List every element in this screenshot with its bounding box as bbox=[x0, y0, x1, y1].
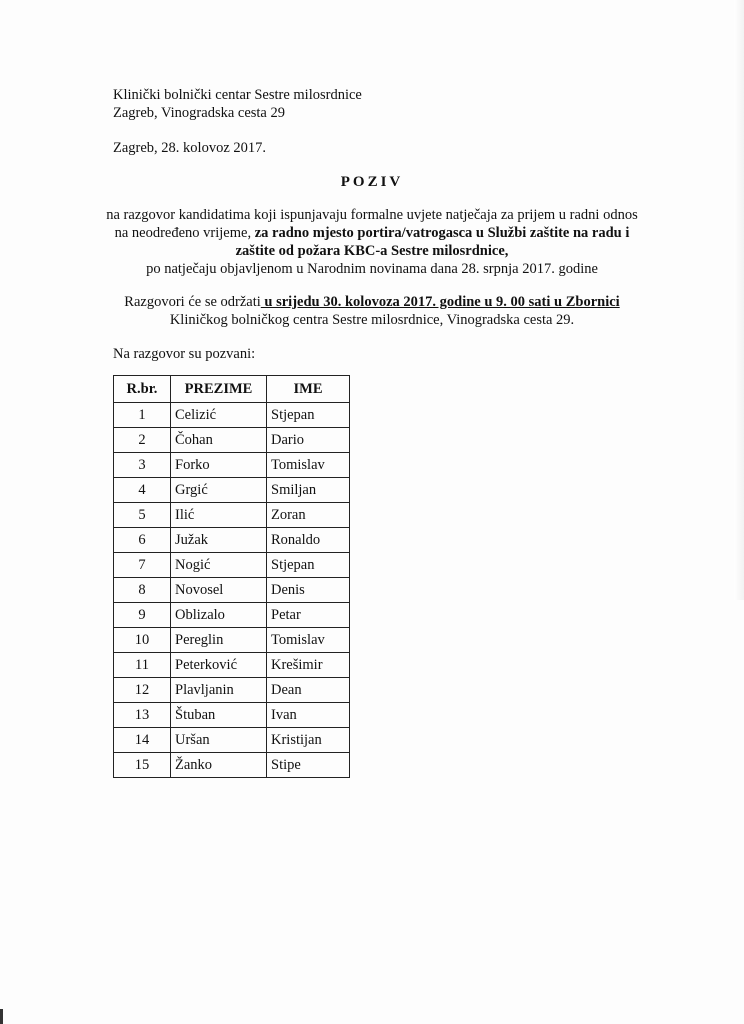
cell-rbr: 10 bbox=[114, 628, 171, 653]
intro-line-2-bold: za radno mjesto portira/vatrogasca u Službi zaštite na radu i bbox=[254, 225, 630, 241]
cell-prezime: Štuban bbox=[171, 703, 267, 728]
table-header-row bbox=[114, 376, 350, 403]
cell-ime: Ronaldo bbox=[267, 528, 350, 553]
column-header-prezime: PREZIME bbox=[171, 376, 267, 403]
schedule-prefix: Razgovori će se održati bbox=[124, 294, 261, 310]
cell-ime: Kristijan bbox=[267, 728, 350, 753]
intro-line-2 bbox=[0, 224, 744, 242]
cell-prezime: Peterković bbox=[171, 653, 267, 678]
cell-prezime: Južak bbox=[171, 528, 267, 553]
table-row bbox=[114, 678, 350, 703]
cell-rbr: 12 bbox=[114, 678, 171, 703]
cell-prezime: Forko bbox=[171, 453, 267, 478]
cell-rbr: 5 bbox=[114, 503, 171, 528]
cell-rbr: 7 bbox=[114, 553, 171, 578]
candidates-table bbox=[113, 375, 350, 778]
cell-rbr: 8 bbox=[114, 578, 171, 603]
intro-line-4: po natječaju objavljenom u Narodnim novinama dana 28. srpnja 2017. godine bbox=[146, 261, 598, 277]
cell-ime: Stjepan bbox=[267, 403, 350, 428]
cell-rbr: 13 bbox=[114, 703, 171, 728]
table-row bbox=[114, 528, 350, 553]
cell-ime: Petar bbox=[267, 603, 350, 628]
schedule-line-2: Kliničkog bolničkog centra Sestre milosrdnice, Vinogradska cesta 29. bbox=[169, 312, 575, 328]
cell-prezime: Novosel bbox=[171, 578, 267, 603]
table-row bbox=[114, 703, 350, 728]
scan-edge-shadow bbox=[734, 0, 744, 600]
cell-ime: Smiljan bbox=[267, 478, 350, 503]
table-row bbox=[114, 478, 350, 503]
table-row bbox=[114, 653, 350, 678]
column-header-rbr: R.br. bbox=[114, 376, 171, 403]
document-date: Zagreb, 28. kolovoz 2017. bbox=[113, 140, 267, 156]
schedule-line-1 bbox=[0, 293, 744, 311]
cell-prezime: Uršan bbox=[171, 728, 267, 753]
cell-ime: Tomislav bbox=[267, 453, 350, 478]
table-row bbox=[114, 453, 350, 478]
table-row bbox=[114, 753, 350, 778]
cell-prezime: Ilić bbox=[171, 503, 267, 528]
cell-prezime: Nogić bbox=[171, 553, 267, 578]
cell-ime: Zoran bbox=[267, 503, 350, 528]
cell-rbr: 9 bbox=[114, 603, 171, 628]
intro-line-2-normal: na neodređeno vrijeme, bbox=[114, 225, 255, 241]
cell-rbr: 4 bbox=[114, 478, 171, 503]
table-row bbox=[114, 553, 350, 578]
cell-ime: Denis bbox=[267, 578, 350, 603]
table-row bbox=[114, 428, 350, 453]
schedule-emphasis: u srijedu 30. kolovoza 2017. godine u 9. 00 sati u Zbornici bbox=[260, 294, 620, 310]
cell-ime: Dean bbox=[267, 678, 350, 703]
cell-rbr: 3 bbox=[114, 453, 171, 478]
intro-line-1: na razgovor kandidatima koji ispunjavaju formalne uvjete natječaja za prijem u radni odnos bbox=[106, 207, 638, 223]
cell-prezime: Čohan bbox=[171, 428, 267, 453]
cell-ime: Dario bbox=[267, 428, 350, 453]
cell-prezime: Celizić bbox=[171, 403, 267, 428]
cell-rbr: 11 bbox=[114, 653, 171, 678]
cell-prezime: Plavljanin bbox=[171, 678, 267, 703]
cell-ime: Stipe bbox=[267, 753, 350, 778]
cell-rbr: 2 bbox=[114, 428, 171, 453]
table-row bbox=[114, 628, 350, 653]
scan-edge-mark bbox=[0, 1009, 3, 1024]
cell-ime: Stjepan bbox=[267, 553, 350, 578]
cell-ime: Tomislav bbox=[267, 628, 350, 653]
cell-rbr: 1 bbox=[114, 403, 171, 428]
institution-address: Zagreb, Vinogradska cesta 29 bbox=[113, 105, 285, 121]
institution-name: Klinički bolnički centar Sestre milosrdnice bbox=[113, 87, 362, 103]
cell-ime: Ivan bbox=[267, 703, 350, 728]
cell-prezime: Pereglin bbox=[171, 628, 267, 653]
cell-rbr: 15 bbox=[114, 753, 171, 778]
cell-prezime: Žanko bbox=[171, 753, 267, 778]
table-row bbox=[114, 503, 350, 528]
column-header-ime: IME bbox=[267, 376, 350, 403]
table-row bbox=[114, 578, 350, 603]
intro-line-3: zaštite od požara KBC-a Sestre milosrdnice, bbox=[235, 243, 509, 259]
table-row bbox=[114, 728, 350, 753]
table-row bbox=[114, 403, 350, 428]
document-title: POZIV bbox=[340, 174, 404, 190]
cell-prezime: Grgić bbox=[171, 478, 267, 503]
cell-rbr: 14 bbox=[114, 728, 171, 753]
cell-rbr: 6 bbox=[114, 528, 171, 553]
invited-label: Na razgovor su pozvani: bbox=[113, 346, 256, 362]
cell-ime: Krešimir bbox=[267, 653, 350, 678]
cell-prezime: Oblizalo bbox=[171, 603, 267, 628]
table-row bbox=[114, 603, 350, 628]
